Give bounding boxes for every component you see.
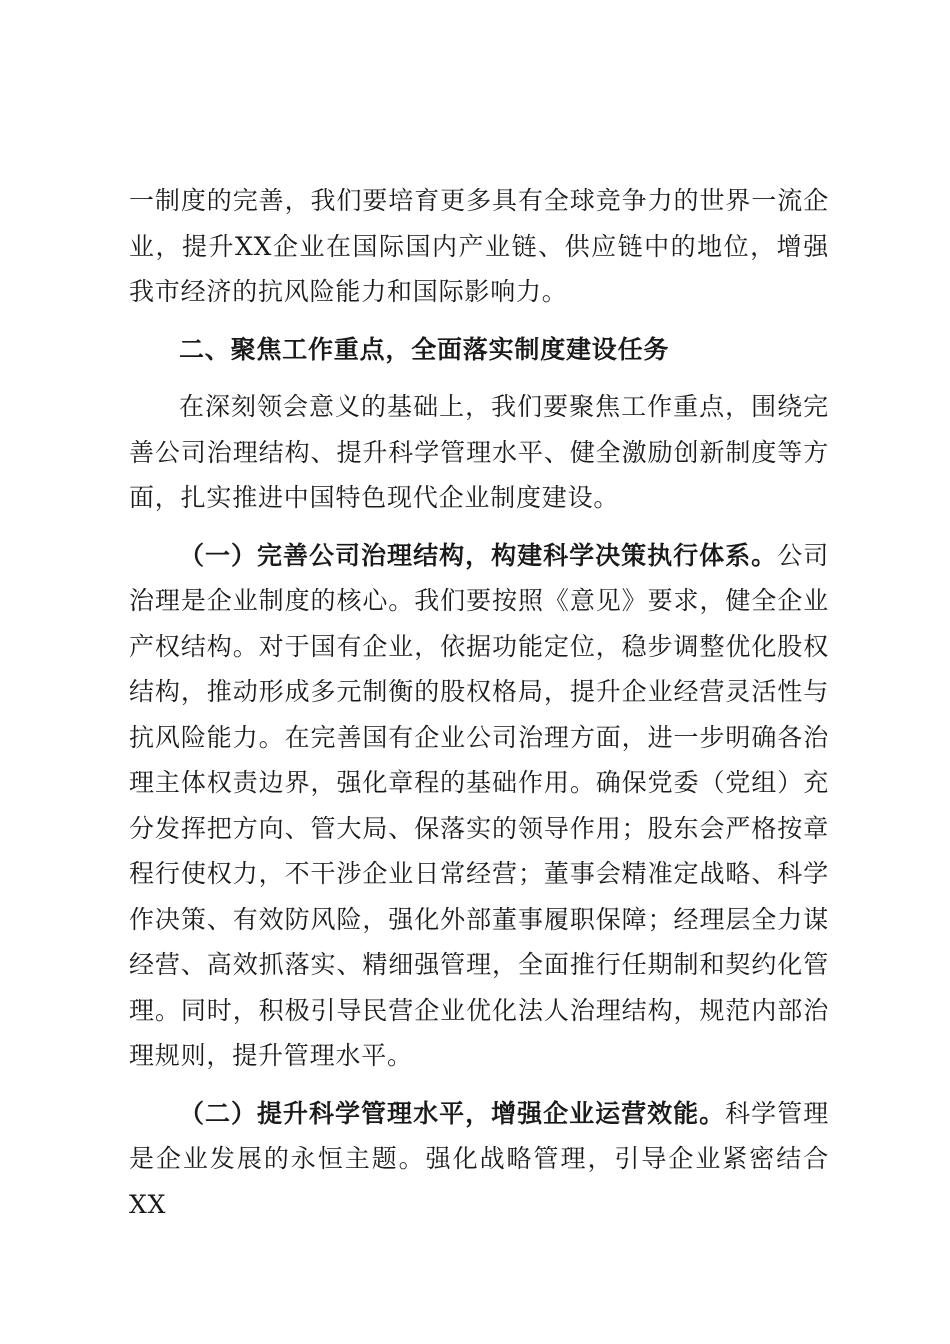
- paragraph-subsection-1: [129, 533, 829, 1079]
- paragraph-subsection-2: [129, 1091, 829, 1228]
- subsection-1-body: 公司治理是企业制度的核心。我们要按照《意见》要求，健全企业产权结构。对于国有企业，依据功能定位，稳步调整优化股权结构，推动形成多元制衡的股权格局，提升企业经营灵活性与抗风险能力。在完善国有企业公司治理方面，进一步明确各治理主体权责边界，强化章程的基础作用。确保党委（党组）充分发挥把方向、管大局、保落实的领导作用；股东会严格按章程行使权力，不干涉企业日常经营；董事会精准定战略、科学作决策、有效防风险，强化外部董事履职保障；经理层全力谋经营、高效抓落实、精细强管理，全面推行任期制和契约化管理。同时，积极引导民营企业优化法人治理结构，规范内部治理规则，提升管理水平。: [129, 540, 829, 1070]
- subsection-2-title: （二）提升科学管理水平，增强企业运营效能。: [179, 1098, 726, 1128]
- subsection-2-body: 科学管理是企业发展的永恒主题。强化战略管理，引导企业紧密结合XX: [129, 1098, 829, 1219]
- subsection-1-title: （一）完善公司治理结构，构建科学决策执行体系。: [179, 540, 778, 570]
- section-heading-2: 二、聚焦工作重点，全面落实制度建设任务: [179, 334, 670, 364]
- paragraph-intro: 在深刻领会意义的基础上，我们要聚焦工作重点，围绕完善公司治理结构、提升科学管理水平、健全激励创新制度等方面，扎实推进中国特色现代企业制度建设。: [129, 392, 829, 512]
- document-body: [129, 178, 829, 1227]
- paragraph-continuation: 一制度的完善，我们要培育更多具有全球竞争力的世界一流企业，提升XX企业在国际国内产业链、供应链中的地位，增强我市经济的抗风险能力和国际影响力。: [129, 186, 829, 306]
